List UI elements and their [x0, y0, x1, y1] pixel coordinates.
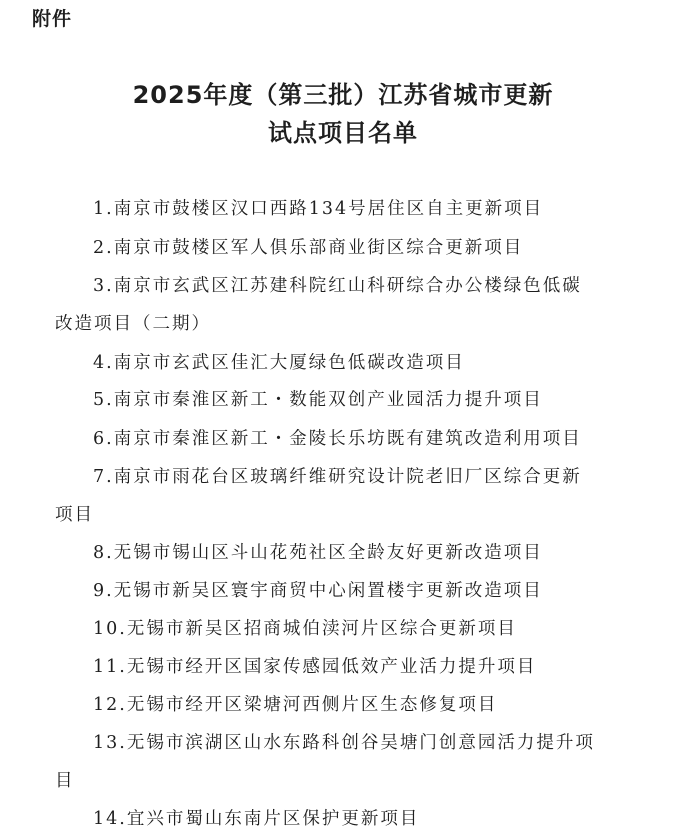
project-item-continuation: 改造项目（二期） [55, 314, 211, 334]
project-item-text: 14.宜兴市蜀山东南片区保护更新项目 [93, 809, 420, 829]
project-item-text: 10.无锡市新吴区招商城伯渎河片区综合更新项目 [93, 619, 517, 639]
document-title-line-1: 2025年度（第三批）江苏省城市更新 [132, 81, 554, 109]
project-item-text: 2.南京市鼓楼区军人俱乐部商业街区综合更新项目 [93, 238, 524, 258]
project-list-item [55, 534, 645, 572]
project-item-text: 4.南京市玄武区佳汇大厦绿色低碳改造项目 [93, 353, 465, 373]
project-list-item [55, 420, 645, 458]
project-list-item [55, 610, 645, 648]
project-list-item [55, 648, 645, 686]
project-list-item [55, 381, 645, 419]
project-item-text: 12.无锡市经开区梁塘河西侧片区生态修复项目 [93, 695, 498, 715]
project-item-text: 5.南京市秦淮区新工・数能双创产业园活力提升项目 [93, 390, 543, 410]
project-list-item [55, 344, 645, 382]
document-title-line-2: 试点项目名单 [268, 119, 418, 147]
project-item-text: 11.无锡市经开区国家传感园低效产业活力提升项目 [93, 657, 537, 677]
project-item-text: 1.南京市鼓楼区汉口西路134号居住区自主更新项目 [93, 199, 544, 219]
project-list-item [55, 686, 645, 724]
project-list-item [55, 229, 645, 267]
project-list-item [55, 572, 645, 610]
project-item-text: 8.无锡市锡山区斗山花苑社区全龄友好更新改造项目 [93, 543, 543, 563]
project-list-item [55, 190, 645, 228]
project-item-text: 6.南京市秦淮区新工・金陵长乐坊既有建筑改造利用项目 [93, 429, 582, 449]
project-item-continuation: 目 [55, 771, 75, 791]
attachment-label: 附件 [32, 8, 73, 30]
project-item-text: 13.无锡市滨湖区山水东路科创谷吴塘门创意园活力提升项 [93, 733, 595, 753]
project-list-item [55, 724, 645, 800]
project-item-continuation: 项目 [55, 505, 94, 525]
project-item-text: 9.无锡市新吴区寰宇商贸中心闲置楼宇更新改造项目 [93, 581, 543, 601]
project-item-text: 7.南京市雨花台区玻璃纤维研究设计院老旧厂区综合更新 [93, 467, 582, 487]
project-list-item [55, 267, 645, 343]
project-list-item [55, 800, 645, 838]
project-list-item [55, 458, 645, 534]
project-item-text: 3.南京市玄武区江苏建科院红山科研综合办公楼绿色低碳 [93, 276, 582, 296]
